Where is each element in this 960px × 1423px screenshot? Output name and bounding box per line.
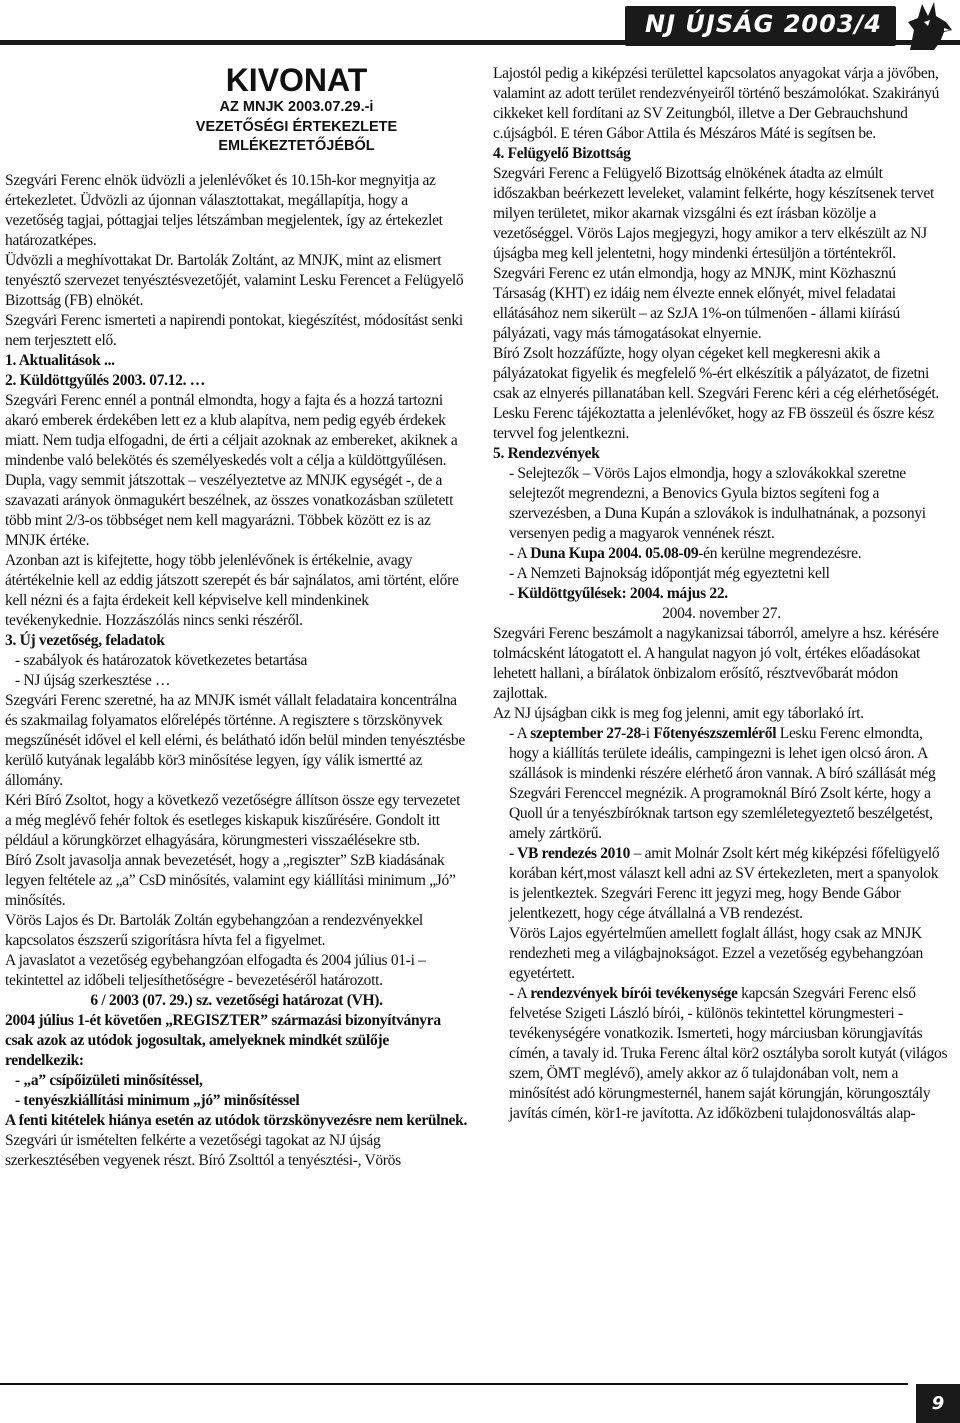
paragraph: Szegvári Ferenc a Felügyelő Bizottság elnökének átadta az elmúlt időszakban beérkezett leveleket, valamint felkérte, hogy készítsenek tervet milyen területet, mikor akarnak vizsgálni és ezt írásban közölje a vezetőséggel. Vörös Lajos megjegyzi, hogy amikor a terv elkészült az NJ újságba meg kell jelentetni, hogy mindenki értesüljön a történtekről. xyxy=(493,165,935,262)
paragraph: Szegvári Ferenc szeretné, ha az MNJK ismét vállalt feladataira koncentrálna és szakmailag folyamatos előrelépés történne. A regisztere s törzskönyvek megszűnését idővel el kell elérni, és belátható időn belül minden tenyésztésbe kerülő kutyának legalább kör3 minősítése legyen, így válik ismertté az állomány. xyxy=(5,691,465,789)
paragraph: Vörös Lajos és Dr. Bartolák Zoltán egybehangzóan a rendezvényekkel kapcsolatos észszerű szigorításra hívta fel a figyelmet. xyxy=(5,911,423,949)
paragraph: Bíró Zsolt hozzáfűzte, hogy olyan cégeket kell megkeresni akik a pályázatokat figyelik és megfelelő %-ért elkészítik a pályázatot, de fizetni csak az elnyerés pillanatában kell. Szegvári Ferenc kéri a cég elérhetőségét. xyxy=(493,345,939,402)
paragraph: Bíró Zsolt javasolja annak bevezetését, hogy a „regiszter” SzB kiadásának legyen feltétele az „a” CsD minősítés, valamint egy kiállítási minimum „Jó” minősítés. xyxy=(5,851,456,909)
paragraph: - A rendezvények bírói tevékenysége kapcsán Szegvári Ferenc első felvetése Szigeti László bírói, - különös tekintettel körungmesteri - tevékenységére vonatkozik. Ismerteti, hogy márciusban körungjavítás címén, a tavaly id. Truka Ferenc által kör2 osztályba sorolt kutyát (világos szem, ÖMT meglévő), amely akkor az ő tulajdonában volt, nem a minősítést adó körungmesternél, hanem saját körungján, körungosztály javítás címén, kör1-re javította. Az időközbeni tulajdonosváltás alap- xyxy=(509,985,948,1122)
section-heading: 2. Küldöttgyűlés 2003. 07.12. … xyxy=(5,371,205,389)
article-subtitle-line2: VEZETŐSÉGI ÉRTEKEZLETE xyxy=(195,118,398,135)
paragraph: Szegvári Ferenc ismerteti a napirendi pontokat, kiegészítést, módosítást senki nem terjesztett elő. xyxy=(5,311,463,349)
paragraph: Kéri Bíró Zsoltot, hogy a következő vezetőségre állítson össze egy tervezetet a még meglévő fehér foltok és esetleges kiskapuk kiszűrésére. Gondolt itt például a körungkörzet elhagyására, körungmesteri visszaélésekre stb. xyxy=(5,791,461,849)
page-number: 9 xyxy=(916,1384,960,1423)
paragraph: Azonban azt is kifejtette, hogy több jelenlévőnek is értékelnie, avagy átértékelnie kell az eddig játszott szerepét és bár sajnálatos, ami történt, előre kell nézni és a fajta érdekeit kell képviselve kell mindenkinek tevékenykednie. Hozzászólás nincs senki részéről. xyxy=(5,551,459,629)
paragraph: A javaslatot a vezetőség egybehangzóan elfogadta és 2004 július 01-i – tekintettel az időbeli teljesíthetőségre - bevezetéséről határozott. xyxy=(5,951,426,989)
resolution-title: 6 / 2003 (07. 29.) sz. vezetőségi határozat (VH). xyxy=(90,991,383,1009)
paragraph: Vörös Lajos egyértelműen amellett foglalt állást, hogy csak az MNJK rendezheti meg a világbajnokságot. Ezzel a vezetőség egybehangzóan egyetértett. xyxy=(509,925,924,982)
section-heading: 4. Felügyelő Bizottság xyxy=(493,145,631,162)
paragraph: Lesku Ferenc tájékoztatta a jelenlévőket, hogy az FB összeül és őszre kész tervvel fog jelentkezni. xyxy=(493,405,934,442)
paragraph: - A szeptember 27-28-i Főtenyészszemléről Lesku Ferenc elmondta, hogy a kiállítás területe ideális, campingezni is lehet igen olcsó áron. A szállások is mindenki részére elérhető áron vannak. A bíró szállását még Szegvári Ferenccel megnézik. A programoknál Bíró Zsolt kérte, hogy a Quoll úr a tenyészbíróknak tartson egy szemléletegyeztető beszélgetést, amely zártkörű. xyxy=(509,725,936,842)
article-subtitle-line1: AZ MNJK 2003.07.29.-i xyxy=(219,99,374,115)
resolution-body: 2004 július 1-ét követően „REGISZTER” származási bizonyítványra csak azok az utódok jogosultak, amelyeknek mindkét szülője rendelkezik: xyxy=(5,1011,441,1069)
list-item: - szabályok és határozatok következetes betartása xyxy=(15,651,308,669)
resolution-item: - tenyészkiállítási minimum „jó” minősítéssel xyxy=(15,1091,300,1109)
paragraph: Az NJ újságban cikk is meg fog jelenni, amit egy táborlakó írt. xyxy=(493,705,864,722)
paragraph: Szegvári Ferenc elnök üdvözli a jelenlévőket és 10.15h-kor megnyitja az értekezletet. Üdvözli az újonnan választottakat, megállapítja, hogy a vezetőség tagjai, póttagjai teljes létszámban megjelentek, így az értekezlet határozatképes. xyxy=(5,171,443,249)
footer-rule xyxy=(0,1383,908,1385)
section-heading: 1. Aktualitások ... xyxy=(5,351,115,369)
paragraph: Szegvári Ferenc beszámolt a nagykanizsai táborról, amelyre a hsz. kérésére tolmácsként látogatott el. A hangulat nagyon jó volt, értékes előadásokat lehetett hallani, a bírálatok önbizalom erősítő, résztvevőbarát módon zajlottak. xyxy=(493,625,939,702)
left-column xyxy=(5,62,468,1171)
event-item: - Selejtezők – Vörös Lajos elmondja, hogy a szlovákokkal szeretne selejtezőt megrendezni, a Benovics Gyula biztos segíteni fog a szervezésben, a Duna Kupán a szlovákok is indulhatnának, a pozsonyi versenyen pedig a magyarok vennének részt. xyxy=(509,465,926,542)
section-heading: 3. Új vezetőség, feladatok xyxy=(5,631,165,649)
paragraph: - VB rendezés 2010 – amit Molnár Zsolt kért még kiképzési főfelügyelő korában kért,most választ kell adni az SV értekezleten, mert a spanyolok is jelentkeztek. Szegvári Ferenc itt jegyzi meg, hogy Bende Gábor jelentkezett, hogy cége átvállalná a VB rendezést. xyxy=(509,845,940,922)
list-item: - NJ újság szerkesztése … xyxy=(15,671,171,689)
event-item: - Küldöttgyűlések: 2004. május 22. xyxy=(509,585,728,602)
right-column xyxy=(493,64,950,1124)
article-heading xyxy=(125,62,468,157)
dog-head-icon xyxy=(900,0,956,52)
event-item: - A Nemzeti Bajnokság időpontját még egyeztetni kell xyxy=(509,565,830,582)
paragraph: Szegvári Ferenc ennél a pontnál elmondta, hogy a fajta és a hozzá tartozni akaró emberek érdekében lett ez a klub alapítva, nem pedig egyéb érdekek miatt. Nem tudja elfogadni, de érti a céljait azoknak az embereket, akiknek a mindenbe való belekötés és személyeskedés volt a célja a küldöttgyűlésen. Dupla, vagy semmit játszottak – veszélyeztetve az MNJK egységét -, de a szavazati arányok önmagukért beszélnek, az összes vonatkozásban született több mint 2/3-os többséget nem kell magyarázni. Többek között ez is az MNJK értéke. xyxy=(5,391,458,549)
paragraph: Szegvári úr ismételten felkérte a vezetőségi tagokat az NJ újság szerkesztésében vegyenek részt. Bíró Zsolttól a tenyésztési-, Vörös xyxy=(5,1131,401,1169)
paragraph: Lajostól pedig a kiképzési területtel kapcsolatos anyagokat várja a jövőben, valamint az adott terület rendezvényeiről történő beszámolókat. Szakirányú cikkeket kell fordítani az SV Zeitungból, illetve a Der Gebrauchshund c.újságból. E téren Gábor Attila és Mészáros Máté is segítsen be. xyxy=(493,65,940,142)
article-title: KIVONAT xyxy=(225,62,368,98)
article-subtitle-line3: EMLÉKEZTETŐJÉBŐL xyxy=(218,138,375,154)
event-item: - A Duna Kupa 2004. 05.08-09-én kerülne megrendezésre. xyxy=(509,545,862,562)
resolution-note: A fenti kitételek hiánya esetén az utódok törzskönyvezésre nem kerülnek. xyxy=(5,1111,468,1129)
publication-title: NJ ÚJSÁG 2003/4 xyxy=(625,6,896,46)
resolution-item: - „a” csípőizületi minősítéssel, xyxy=(15,1071,203,1089)
event-date: 2004. november 27. xyxy=(662,605,781,622)
paragraph: Üdvözli a meghívottakat Dr. Bartolák Zoltánt, az MNJK, mint az elismert tenyésztő szervezet tenyésztésvezetőjét, valamint Lesku Ferencet a Felügyelő Bizottság (FB) elnökét. xyxy=(5,251,464,309)
section-heading: 5. Rendezvények xyxy=(493,445,600,462)
paragraph: Szegvári Ferenc ez után elmondja, hogy az MNJK, mint Közhasznú Társaság (KHT) ez idáig nem élvezte ennek előnyét, mivel feladatai ellátásához nem sikerült – az SzJA 1%-on túlmenően - állami kiírású pályázati, vagy más támogatásokat elnyernie. xyxy=(493,265,900,342)
